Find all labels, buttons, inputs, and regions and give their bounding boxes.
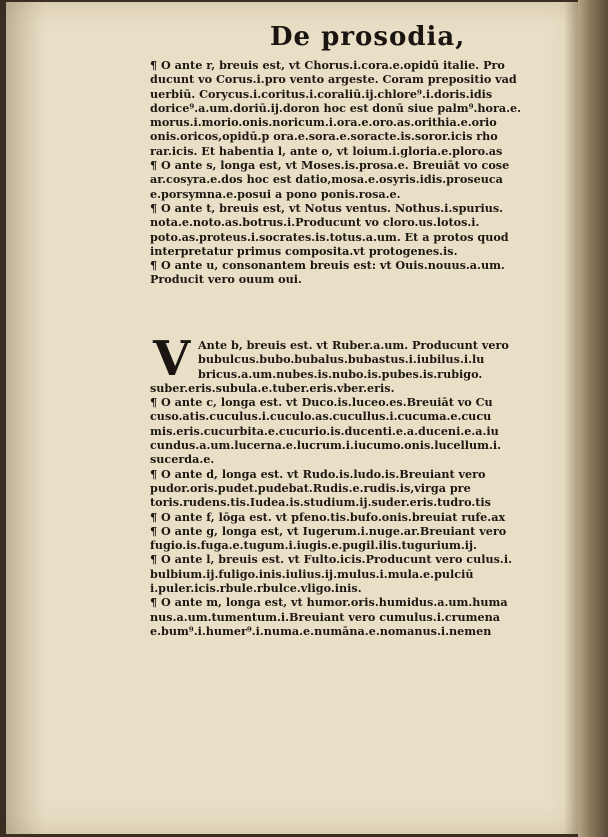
text-line: bricus.a.um.nubes.is.nubo.is.pubes.is.rubigo. <box>198 366 483 381</box>
text-line: ¶ O ante s, longa est, vt Moses.is.prosa.e. Breuiāt vo cose <box>150 158 510 173</box>
text-line: nus.a.um.tumentum.i.Breuiant vero cumulus.i.crumena <box>150 609 501 624</box>
text-line: cundus.a.um.lucerna.e.lucrum.i.iucumo.onis.lucellum.i. <box>150 438 502 453</box>
text-line: fugio.is.fuga.e.tugum.i.iugis.e.pugil.ilis.tugurium.ij. <box>150 538 477 553</box>
text-block-first <box>150 58 546 287</box>
text-line: ¶ O ante u, consonantem breuis est: vt Ouis.nouus.a.um. <box>150 258 505 273</box>
page-fore-edge <box>578 0 608 837</box>
text-line: ¶ O ante c, longa est. vt Duco.is.luceo.es.Breuiāt vo Cu <box>150 395 493 410</box>
text-line: ar.cosyra.e.dos hoc est datio,mosa.e.osyris.idis.proseuca <box>150 172 503 187</box>
text-block-second <box>150 338 546 638</box>
text-line: bulbium.ij.fuligo.inis.iulius.ij.mulus.i.mula.e.pulciū <box>150 566 474 581</box>
text-line: ¶ O ante r, breuis est, vt Chorus.i.cora.e.opidū italie. Pro <box>150 58 505 72</box>
text-line: Ante b, breuis est. vt Ruber.a.um. Producunt vero <box>198 338 509 352</box>
text-line: bubulcus.bubo.bubalus.bubastus.i.iubilus.i.lu <box>198 352 485 367</box>
text-line: ¶ O ante g, longa est, vt Iugerum.i.nuge.ar.Breuiant vero <box>150 523 507 538</box>
text-line: pudor.oris.pudet.pudebat.Rudis.e.rudis.is,virga pre <box>150 480 471 495</box>
text-line: nota.e.noto.as.botrus.i.Producunt vo cloro.us.lotos.i. <box>150 215 480 230</box>
text-line: ¶ O ante d, longa est. vt Rudo.is.ludo.is.Breuiant vero <box>150 466 486 481</box>
text-line: ducunt vo Corus.i.pro vento argeste. Coram prepositio vad <box>150 72 517 87</box>
text-line: sucerda.e. <box>150 452 215 467</box>
text-line: i.puler.icis.rbule.rbulce.vligo.inis. <box>150 581 362 596</box>
text-line: cuso.atis.cuculus.i.cuculo.as.cucullus.i.cucuma.e.cucu <box>150 409 492 424</box>
text-line: ¶ O ante f, lōga est. vt pfeno.tis.bufo.onis.breuiat rufe.ax <box>150 509 506 524</box>
text-line: e.porsymna.e.posui a pono ponis.rosa.e. <box>150 186 401 201</box>
page-header-title: De prosodia, <box>270 22 466 52</box>
text-line: mis.eris.cucurbita.e.cucurio.is.ducenti.e.a.duceni.e.a.iu <box>150 423 499 438</box>
spine-shadow <box>6 2 46 834</box>
text-line: rar.icis. Et habentia l, ante o, vt loium.i.gloria.e.ploro.as <box>150 143 503 158</box>
text-line: Producit vero ouum oui. <box>150 272 302 287</box>
text-line: morus.i.morio.onis.noricum.i.ora.e.oro.as.orithia.e.orio <box>150 115 497 130</box>
text-line: dorice⁹.a.um.doriū.ij.doron hoc est donū siue palm⁹.hora.e. <box>150 100 522 115</box>
text-line: poto.as.proteus.i.socrates.is.totus.a.um. Et a protos quod <box>150 229 509 244</box>
text-line: ¶ O ante l, breuis est. vt Fulto.icis.Producunt vero culus.i. <box>150 552 512 567</box>
text-line: onis.oricos,opidū.p ora.e.sora.e.soracte.is.soror.icis rho <box>150 129 498 144</box>
text-line: interpretatur primus composita.vt protogenes.is. <box>150 243 458 258</box>
decorated-initial: V <box>153 331 191 387</box>
text-line: suber.eris.subula.e.tuber.eris.vber.eris. <box>150 380 395 395</box>
text-line: toris.rudens.tis.Iudea.is.studium.ij.suder.eris.tudro.tis <box>150 495 491 510</box>
text-line: uerbiū. Corycus.i.coritus.i.coraliū.ij.chlore⁹.i.doris.idis <box>150 86 493 101</box>
text-line: e.bum⁹.i.humer⁹.i.numa.e.numāna.e.nomanus.i.nemen <box>150 623 492 638</box>
text-line: ¶ O ante t, breuis est, vt Notus ventus. Nothus.i.spurius. <box>150 200 504 215</box>
text-line: ¶ O ante m, longa est, vt humor.oris.humidus.a.um.huma <box>150 595 508 610</box>
